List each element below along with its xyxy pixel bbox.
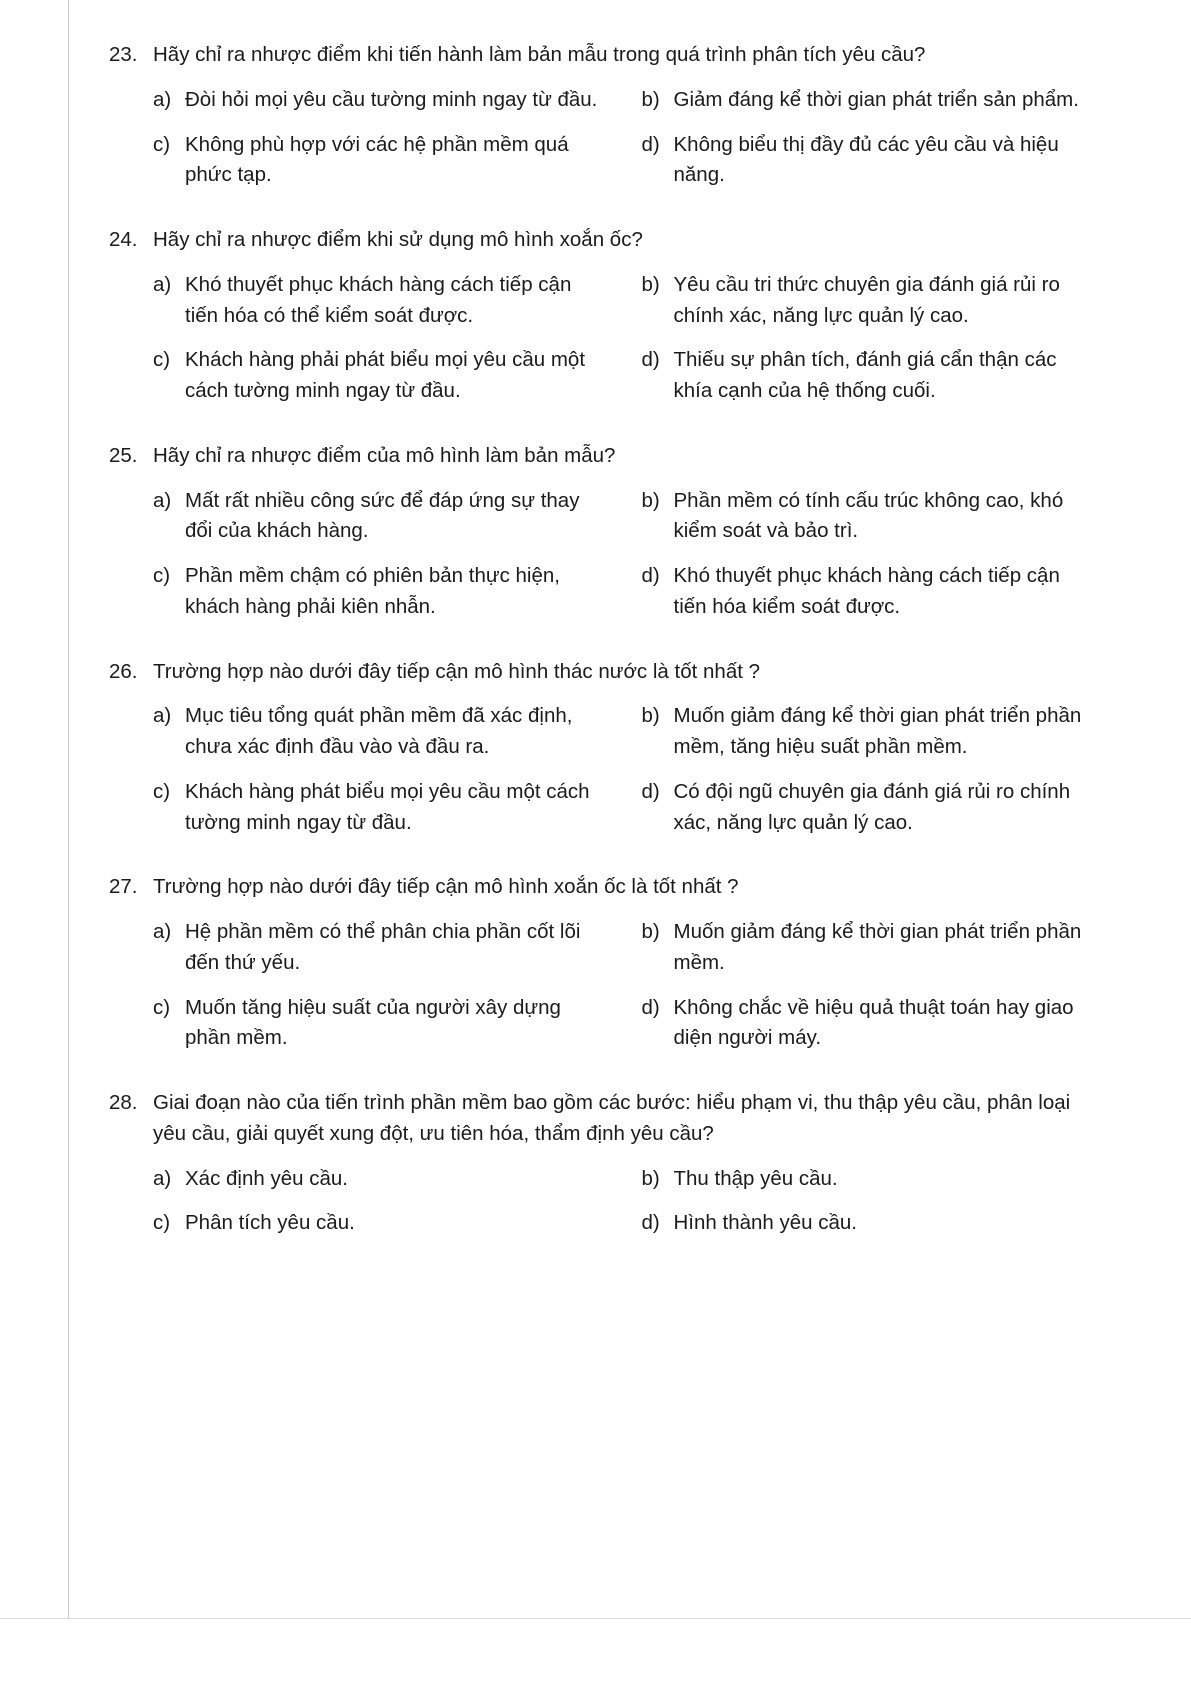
question-number: 28. xyxy=(109,1091,138,1114)
question-header xyxy=(95,225,1096,256)
question-item xyxy=(95,225,1096,407)
option-c[interactable] xyxy=(153,345,608,407)
question-text: Hãy chỉ ra nhược điểm của mô hình làm bản mẫu? xyxy=(153,443,616,467)
option-b[interactable] xyxy=(642,270,1097,332)
option-c[interactable] xyxy=(153,993,608,1055)
option-key: c) xyxy=(153,995,171,1019)
option-c[interactable] xyxy=(153,130,608,192)
option-key: a) xyxy=(153,920,172,943)
option-key: b) xyxy=(641,272,660,296)
option-text: Phần mềm có tính cấu trúc không cao, khó kiểm soát và bảo trì. xyxy=(673,488,1064,543)
option-text: Hệ phần mềm có thể phân chia phần cốt lõi đến thứ yếu. xyxy=(185,920,581,974)
option-key: b) xyxy=(641,920,660,943)
option-key: b) xyxy=(641,704,660,728)
option-a[interactable] xyxy=(153,1164,608,1195)
option-a[interactable] xyxy=(153,486,608,548)
question-number: 25. xyxy=(109,443,138,467)
option-text: Hình thành yêu cầu. xyxy=(673,1211,857,1235)
option-list xyxy=(95,486,1096,623)
option-text: Phần mềm chậm có phiên bản thực hiện, khách hàng phải kiên nhẫn. xyxy=(185,564,560,618)
option-text: Khách hàng phải phát biểu mọi yêu cầu một cách tường minh ngay từ đầu. xyxy=(185,348,586,402)
option-text: Muốn giảm đáng kể thời gian phát triển phần mềm, tăng hiệu suất phần mềm. xyxy=(673,704,1082,758)
option-text: Mất rất nhiều công sức để đáp ứng sự thay đổi của khách hàng. xyxy=(185,488,580,543)
option-text: Đòi hỏi mọi yêu cầu tường minh ngay từ đầu. xyxy=(185,87,598,111)
option-key: a) xyxy=(153,1166,172,1190)
question-item xyxy=(95,872,1096,1054)
option-key: b) xyxy=(641,87,660,111)
option-text: Muốn tăng hiệu suất của người xây dựng phần mềm. xyxy=(185,995,561,1050)
option-b[interactable] xyxy=(642,486,1097,548)
option-list xyxy=(95,270,1096,407)
option-key: c) xyxy=(153,132,171,156)
option-text: Phân tích yêu cầu. xyxy=(185,1211,355,1235)
question-text: Hãy chỉ ra nhược điểm khi sử dụng mô hình xoắn ốc? xyxy=(153,228,643,251)
option-a[interactable] xyxy=(153,917,608,979)
option-key: d) xyxy=(641,1211,660,1235)
question-header xyxy=(95,872,1096,903)
option-b[interactable] xyxy=(642,1164,1097,1195)
option-list xyxy=(95,85,1096,191)
question-number: 26. xyxy=(109,659,138,683)
question-number: 27. xyxy=(109,875,138,899)
option-key: d) xyxy=(641,564,660,587)
question-text: Trường hợp nào dưới đây tiếp cận mô hình thác nước là tốt nhất ? xyxy=(153,659,761,683)
option-b[interactable] xyxy=(642,917,1097,979)
question-number: 24. xyxy=(109,228,138,251)
option-text: Không phù hợp với các hệ phần mềm quá phức tạp. xyxy=(185,132,569,187)
question-item xyxy=(95,441,1096,623)
question-text: Trường hợp nào dưới đây tiếp cận mô hình xoắn ốc là tốt nhất ? xyxy=(153,875,739,899)
option-text: Không chắc về hiệu quả thuật toán hay giao diện người máy. xyxy=(673,995,1074,1050)
question-header xyxy=(95,1088,1096,1150)
option-d[interactable] xyxy=(642,777,1097,839)
option-b[interactable] xyxy=(642,701,1097,763)
option-text: Khách hàng phát biểu mọi yêu cầu một cách tường minh ngay từ đầu. xyxy=(185,779,590,834)
option-list xyxy=(95,917,1096,1054)
question-text: Hãy chỉ ra nhược điểm khi tiến hành làm bản mẫu trong quá trình phân tích yêu cầu? xyxy=(153,43,926,66)
option-text: Thu thập yêu cầu. xyxy=(673,1166,838,1190)
option-key: d) xyxy=(641,779,660,803)
option-key: b) xyxy=(641,488,660,512)
option-text: Có đội ngũ chuyên gia đánh giá rủi ro chính xác, năng lực quản lý cao. xyxy=(673,779,1071,834)
option-key: c) xyxy=(153,348,171,372)
option-key: d) xyxy=(641,995,660,1019)
option-key: a) xyxy=(153,272,172,296)
option-key: d) xyxy=(641,348,660,372)
option-key: c) xyxy=(153,779,171,803)
option-d[interactable] xyxy=(642,130,1097,192)
option-d[interactable] xyxy=(642,993,1097,1055)
option-c[interactable] xyxy=(153,561,608,623)
option-a[interactable] xyxy=(153,701,608,763)
question-list xyxy=(95,40,1096,1239)
option-key: b) xyxy=(641,1166,660,1190)
option-key: c) xyxy=(153,564,171,587)
option-text: Muốn giảm đáng kể thời gian phát triển phần mềm. xyxy=(673,920,1082,974)
question-item xyxy=(95,1088,1096,1239)
question-header xyxy=(95,657,1096,688)
option-d[interactable] xyxy=(642,345,1097,407)
question-item xyxy=(95,40,1096,191)
option-text: Khó thuyết phục khách hàng cách tiếp cận tiến hóa có thể kiểm soát được. xyxy=(185,272,572,327)
option-text: Mục tiêu tổng quát phần mềm đã xác định, chưa xác định đầu vào và đầu ra. xyxy=(185,704,573,758)
option-text: Yêu cầu tri thức chuyên gia đánh giá rủi ro chính xác, năng lực quản lý cao. xyxy=(673,272,1060,327)
option-b[interactable] xyxy=(642,85,1097,116)
option-list xyxy=(95,1164,1096,1240)
option-d[interactable] xyxy=(642,561,1097,623)
option-text: Khó thuyết phục khách hàng cách tiếp cận tiến hóa kiểm soát được. xyxy=(673,564,1060,618)
option-d[interactable] xyxy=(642,1208,1097,1239)
option-key: a) xyxy=(153,704,172,728)
option-c[interactable] xyxy=(153,1208,608,1239)
question-item xyxy=(95,657,1096,839)
option-c[interactable] xyxy=(153,777,608,839)
option-key: d) xyxy=(641,132,660,156)
option-text: Không biểu thị đầy đủ các yêu cầu và hiệu năng. xyxy=(673,132,1059,187)
option-key: a) xyxy=(153,87,172,111)
question-header xyxy=(95,441,1096,472)
option-a[interactable] xyxy=(153,270,608,332)
question-text: Giai đoạn nào của tiến trình phần mềm bao gồm các bước: hiểu phạm vi, thu thập yêu cầu, phân loại yêu cầu, giải quyết xung đột, ưu tiên hóa, thẩm định yêu cầu? xyxy=(153,1091,1071,1145)
question-number: 23. xyxy=(109,43,138,66)
option-text: Xác định yêu cầu. xyxy=(185,1166,348,1190)
option-text: Giảm đáng kể thời gian phát triển sản phẩm. xyxy=(673,87,1079,111)
option-key: c) xyxy=(153,1211,171,1235)
option-text: Thiếu sự phân tích, đánh giá cẩn thận các khía cạnh của hệ thống cuối. xyxy=(673,348,1057,402)
option-list xyxy=(95,701,1096,838)
question-header xyxy=(95,40,1096,71)
option-key: a) xyxy=(153,488,172,512)
option-a[interactable] xyxy=(153,85,608,116)
